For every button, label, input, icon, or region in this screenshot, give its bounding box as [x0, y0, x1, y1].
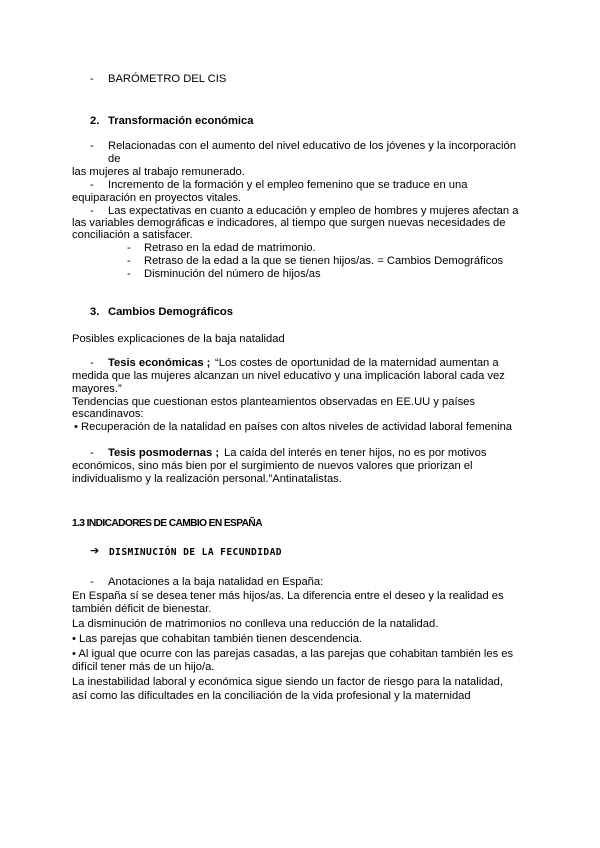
bullet-line: • Las parejas que cohabitan también tienen descendencia. [72, 633, 363, 645]
section-number: 2. [90, 115, 100, 127]
sub-list-item: Retraso de la edad a la que se tienen hijos/as. = Cambios Demográficos [144, 255, 504, 267]
list-dash: - [90, 140, 94, 152]
bullet-line: • Recuperación de la natalidad en países con altos niveles de actividad laboral femenina [74, 421, 513, 433]
paragraph-line: equiparación en proyectos vitales. [72, 192, 242, 204]
thesis-label-economic: Tesis económicas ; [108, 357, 211, 369]
paragraph-line: Incremento de la formación y el empleo femenino que se traduce en una [108, 179, 468, 191]
thesis-label-postmodern: Tesis posmodernas ; [108, 447, 220, 459]
list-dash: - [127, 255, 131, 267]
paragraph-line: La caída del interés en tener hijos, no es por motivos [224, 447, 487, 459]
list-dash: - [127, 242, 131, 254]
arrow-icon: ➔ [90, 545, 100, 557]
list-dash: - [127, 268, 131, 280]
paragraph-line: escandinavos: [72, 408, 144, 420]
paragraph-line: las mujeres al trabajo remunerado. [72, 166, 245, 178]
paragraph-line: también déficit de bienestar. [72, 603, 212, 615]
paragraph-line: individualismo y la realización personal.”Antinatalistas. [72, 473, 342, 485]
list-dash: - [90, 179, 94, 191]
paragraph-line: mayores.” [72, 383, 122, 395]
list-dash: - [90, 205, 94, 217]
paragraph-line: Las expectativas en cuanto a educación y empleo de hombres y mujeres afectan a [108, 205, 519, 217]
sub-heading-fecundidad: DISMINUCIÓN DE LA FECUNDIDAD [109, 547, 282, 558]
sub-list-item: Retraso en la edad de matrimonio. [144, 242, 316, 254]
section-title: Transformación económica [108, 115, 254, 127]
list-dash: - [90, 576, 94, 588]
paragraph-line: La disminución de matrimonios no conlleva una reducción de la natalidad. [72, 618, 439, 630]
paragraph-line: La inestabilidad laboral y económica sigue siendo un factor de riesgo para la natalidad, [72, 676, 503, 688]
list-dash: - [90, 357, 94, 369]
paragraph-line: económicos, sino más bien por el surgimiento de nuevos valores que priorizan el [72, 460, 473, 472]
paragraph-line: Relacionadas con el aumento del nivel educativo de los jóvenes y la incorporación [108, 140, 516, 152]
section-heading-1-3: 1.3 INDICADORES DE CAMBIO EN ESPAÑA [72, 518, 262, 529]
paragraph-line: medida que las mujeres alcanzan un nivel educativo y una implicación laboral cada vez [72, 370, 505, 382]
section-number: 3. [90, 306, 100, 318]
section-title: Cambios Demográficos [108, 306, 233, 318]
list-item-barometro: BARÓMETRO DEL CIS [108, 73, 227, 85]
paragraph-line: “Los costes de oportunidad de la maternidad aumentan a [215, 357, 499, 369]
sub-list-item: Disminución del número de hijos/as [144, 268, 321, 280]
list-dash: - [90, 447, 94, 459]
paragraph-line: Tendencias que cuestionan estos planteamientos observadas en EE.UU y países [72, 396, 475, 408]
bullet-line: • Al igual que ocurre con las parejas casadas, a las parejas que cohabitan también les es [72, 648, 514, 660]
paragraph-line: Posibles explicaciones de la baja natalidad [72, 333, 285, 345]
paragraph-line: de [108, 153, 121, 165]
paragraph-line: conciliación a satisfacer. [72, 229, 193, 241]
list-dash: - [90, 73, 94, 85]
paragraph-line: En España sí se desea tener más hijos/as. La diferencia entre el deseo y la realidad es [72, 590, 504, 602]
paragraph-line: así como las dificultades en la conciliación de la vida profesional y la maternidad [72, 690, 471, 702]
paragraph-line: Anotaciones a la baja natalidad en España: [108, 576, 324, 588]
paragraph-line: las variables demográficas e indicadores, al tiempo que surgen nuevas necesidades de [72, 217, 506, 229]
paragraph-line: difícil tener más de un hijo/a. [72, 661, 215, 673]
